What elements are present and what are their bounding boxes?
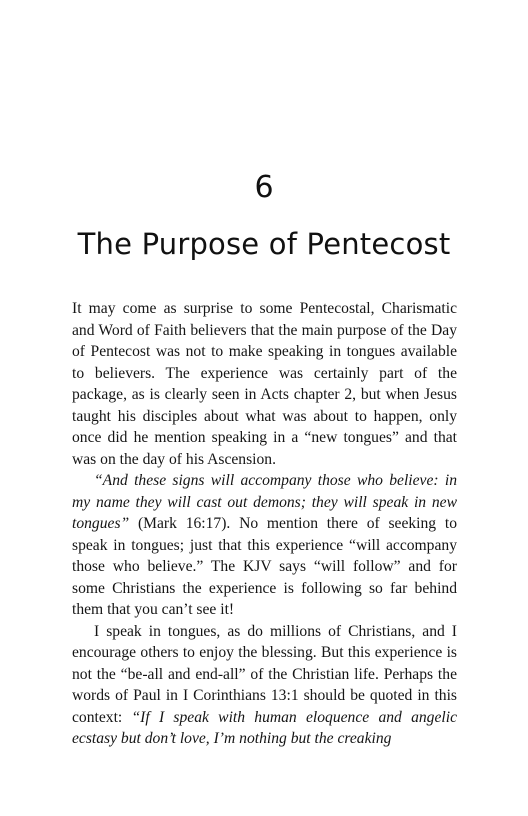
paragraph-1: It may come as surprise to some Pentecostal, Charismatic and Word of Faith believers that the main purpose of the Day of Pentecost was not to make speaking in tongues available to believers. The experience was certainly part of the package, as is clearly seen in Acts chapter 2, but when Jesus taught his disciples about what was about to happen, only once did he mention speaking in a “new tongues” and that was on the day of his Ascension. [72,300,457,468]
chapter-body [72,298,457,750]
paragraph-3-text: I speak in tongues, as do millions of Christians, and I encourage others to enjoy the blessing. But this experience is not the “be-all and end-all” of the Christian life. Perhaps the words of Paul in I Corinthians 13:1 should be quoted in this context: [72,622,457,726]
paragraph-3 [72,621,457,750]
scripture-quote-mark: “And these signs will accompany those who believe: in my name they will cast out demons; they will speak in new tongues” [72,472,457,532]
chapter-number: 6 [254,170,274,205]
scripture-quote-corinthians: “If I speak with human eloquence and angelic ecstasy but don’t love, I’m nothing but the creaking [72,708,457,747]
paragraph-2 [72,470,457,621]
chapter-title: The Purpose of Pentecost [77,227,451,261]
paragraph-2-rest: (Mark 16:17). No mention there of seeking to speak in tongues; just that this experience “will accompany those who believe.” The KJV says “will follow” and for some Christians the experience is following so far behind them that you can’t see it! [72,515,457,618]
